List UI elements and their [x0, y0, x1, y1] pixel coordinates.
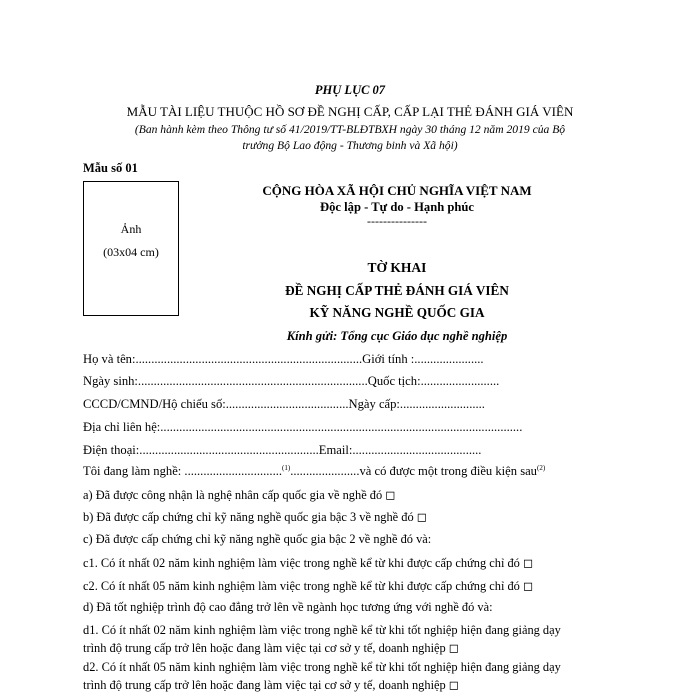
footnote-ref-1: (1) [282, 463, 291, 472]
dob-nationality-field: Ngày sinh:.........................................................................Quốc tịch:......................... [83, 374, 500, 388]
name-gender-field: Họ và tên:........................................................................Giới tính :...................... [83, 352, 484, 366]
condition-d1-line1: d1. Có ít nhất 02 năm kinh nghiệm làm việc trong nghề kể từ khi tốt nghiệp hiện đang giảng dạy [83, 623, 561, 637]
photo-size: (03x04 cm) [103, 245, 159, 259]
motto-rule: --------------- [367, 214, 427, 228]
footnote-ref-2: (2) [536, 463, 546, 472]
condition-c: c) Đã được cấp chứng chỉ kỹ năng nghề quốc gia bậc 2 về nghề đó và: [83, 532, 432, 546]
condition-a: a) Đã được công nhận là nghệ nhân cấp quốc gia về nghề đó ◻ [83, 488, 396, 502]
condition-c1: c1. Có ít nhất 02 năm kinh nghiệm làm việc trong nghề kể từ khi được cấp chứng chỉ đó ◻ [83, 556, 534, 570]
form-subtitle-2: KỸ NĂNG NGHỀ QUỐC GIA [309, 305, 485, 320]
appendix-label: PHỤ LỤC 07 [314, 83, 386, 97]
condition-d1-line2: trình độ trung cấp trở lên hoặc đang làm việc tại cơ sở y tế, doanh nghiệp ◻ [83, 641, 460, 655]
document-title: MẪU TÀI LIỆU THUỘC HỒ SƠ ĐỀ NGHỊ CẤP, CẤP LẠI THẺ ĐÁNH GIÁ VIÊN [126, 104, 574, 119]
form-subtitle: ĐỀ NGHỊ CẤP THẺ ĐÁNH GIÁ VIÊN [285, 283, 509, 298]
condition-d2-line1: d2. Có ít nhất 05 năm kinh nghiệm làm việc trong nghề kể từ khi tốt nghiệp hiện đang giảng dạy [83, 660, 561, 674]
form-number: Mẫu số 01 [83, 161, 138, 175]
photo-placeholder [83, 181, 179, 316]
national-title: CỘNG HÒA XÃ HỘI CHỦ NGHĨA VIỆT NAM [262, 183, 532, 198]
address-field: Địa chỉ liên hệ:................................................................................................................... [83, 420, 523, 434]
id-issue-date-field: CCCD/CMND/Hộ chiếu số:.......................................Ngày cấp:........................... [83, 397, 485, 411]
occupation-text-b: ......................và có được một trong điều kiện sau [290, 464, 537, 478]
condition-d: d) Đã tốt nghiệp trình độ cao đẳng trở lên về ngành học tương ứng với nghề đó và: [83, 600, 493, 614]
condition-c2: c2. Có ít nhất 05 năm kinh nghiệm làm việc trong nghề kể từ khi được cấp chứng chỉ đó ◻ [83, 579, 534, 593]
photo-label: Ảnh [120, 222, 142, 236]
phone-email-field: Điện thoại:.........................................................Email:......................................... [83, 443, 482, 457]
occupation-field [83, 464, 545, 479]
occupation-text-a: Tôi đang làm nghề: ............................... [83, 464, 283, 478]
condition-d2-line2: trình độ trung cấp trở lên hoặc đang làm việc tại cơ sở y tế, doanh nghiệp ◻ [83, 678, 460, 692]
issued-note-line1: (Ban hành kèm theo Thông tư số 41/2019/TT-BLĐTBXH ngày 30 tháng 12 năm 2019 của Bộ [134, 123, 566, 136]
addressee: Kính gửi: Tổng cục Giáo dục nghề nghiệp [286, 329, 508, 343]
form-title: TỜ KHAI [367, 260, 427, 275]
issued-note-line2: trưởng Bộ Lao động - Thương binh và Xã hội) [242, 139, 458, 152]
national-motto: Độc lập - Tự do - Hạnh phúc [320, 200, 474, 214]
condition-b: b) Đã được cấp chứng chỉ kỹ năng nghề quốc gia bậc 3 về nghề đó ◻ [83, 510, 428, 524]
